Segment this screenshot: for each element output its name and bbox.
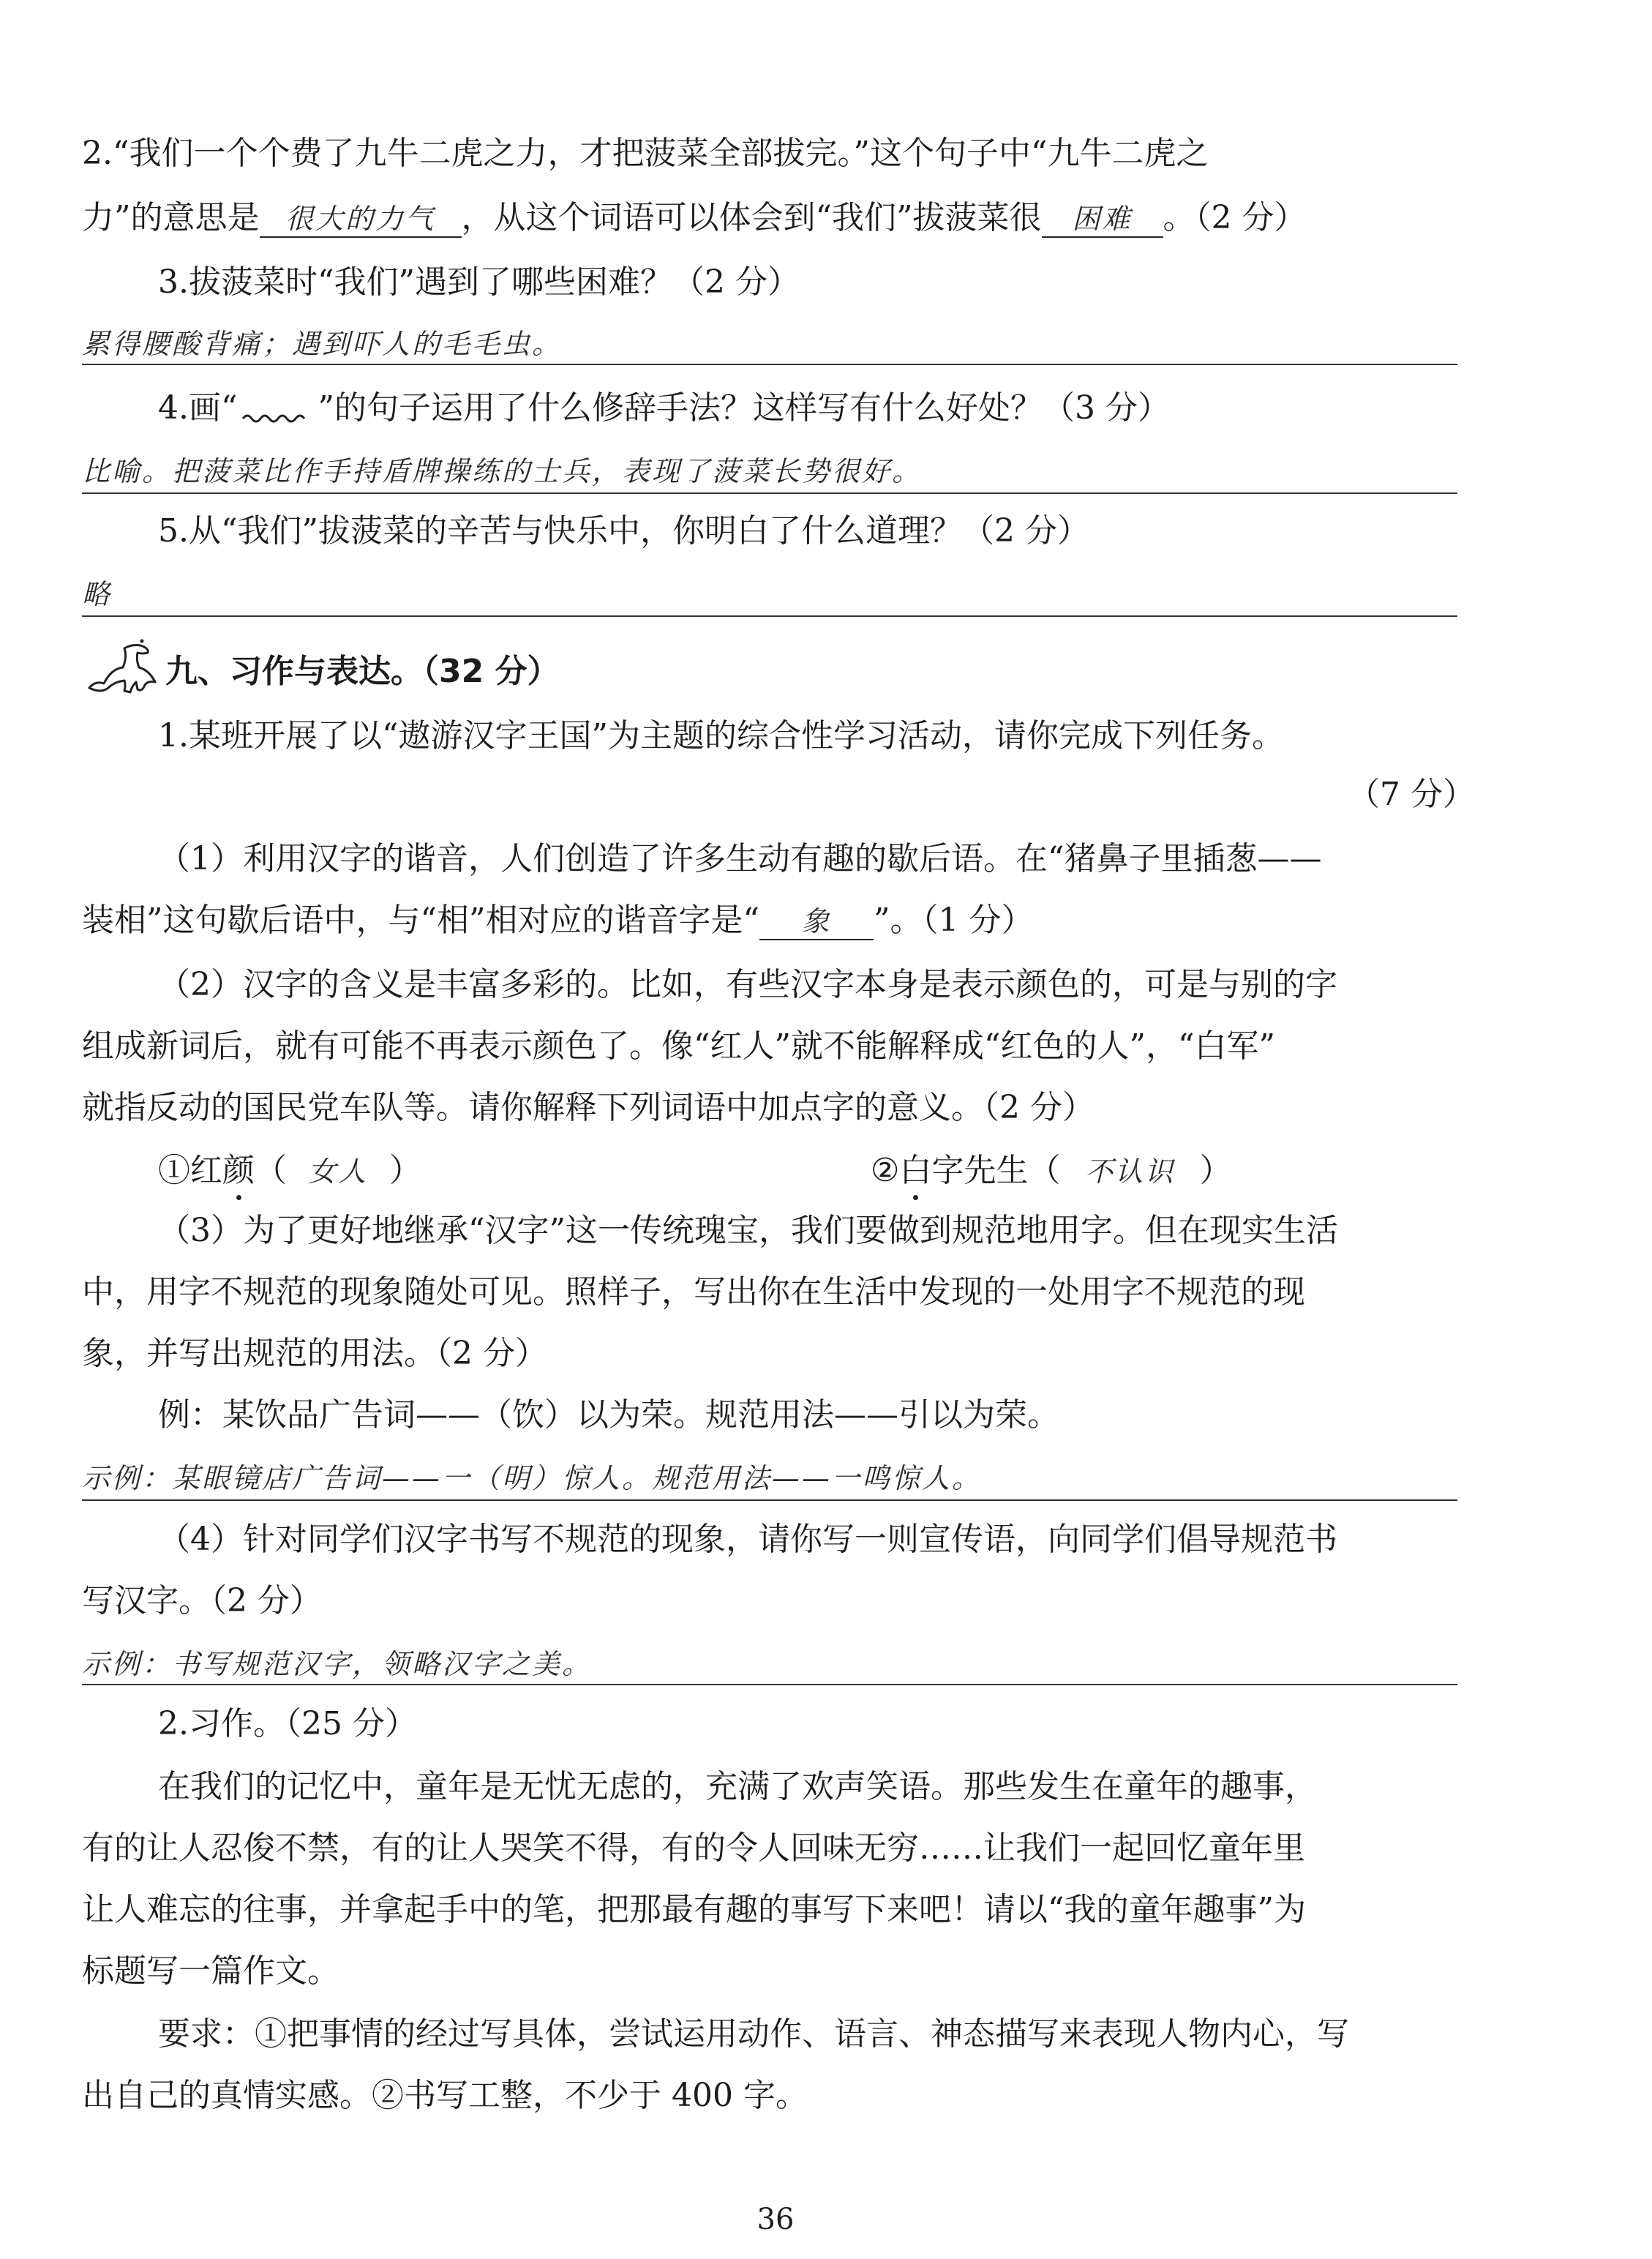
task2-req-line2: 出自己的真情实感。②书写工整，不少于 400 字。 — [82, 2077, 808, 2114]
task1-p2-line3: 就指反动的国民党车队等。请你解释下列词语中加点字的意义。（2 分） — [82, 1089, 1095, 1126]
q2-line2-post: 。（2 分） — [1163, 199, 1307, 236]
item2-dotted-char: 白 — [899, 1149, 931, 1193]
task1-line1: 1.某班开展了以“遨游汉字王国”为主题的综合性学习活动，请你完成下列任务。 — [158, 717, 1284, 754]
q2-answer-feel: 困难 — [1042, 201, 1163, 238]
q4-answer: 比喻。把菠菜比作手持盾牌操练的士兵，表现了菠菜长势很好。 — [82, 455, 923, 487]
q5-answer: 略 — [82, 578, 113, 610]
task1-score: （7 分） — [1348, 776, 1475, 813]
item1-pre: ①红 — [158, 1152, 222, 1189]
q2-line1: 2.“我们一个个费了九牛二虎之力，才把菠菜全部拔完。”这个句子中“九牛二虎之 — [82, 135, 1209, 172]
task2-para1-line1: 在我们的记忆中，童年是无忧无虑的，充满了欢声笑语。那些发生在童年的趣事， — [158, 1768, 1317, 1805]
q2-line2 — [82, 196, 1306, 240]
item1-answer: 女人 — [307, 1155, 368, 1188]
item2-answer: 不认识 — [1084, 1155, 1175, 1188]
task1-p2-line2: 组成新词后，就有可能不再表示颜色了。像“红人”就不能解释成“红色的人”，“白军” — [82, 1027, 1275, 1065]
q3-question: 3.拔菠菜时“我们”遇到了哪些困难？（2 分） — [158, 263, 800, 301]
task2-para1-line2: 有的让人忍俊不禁，有的让人哭笑不得，有的令人回味无穷……让我们一起回忆童年里 — [82, 1829, 1305, 1867]
dinosaur-icon — [82, 631, 162, 698]
item1-open: （ — [255, 1152, 287, 1189]
task1-p4-answer-line — [82, 1684, 1457, 1685]
task2-para1-line4: 标题写一篇作文。 — [82, 1952, 339, 1990]
task2-title: 2.习作。（25 分） — [158, 1705, 417, 1742]
task1-p1-line1: （1）利用汉字的谐音，人们创造了许多生动有趣的歇后语。在“猪鼻子里插葱—— — [158, 840, 1322, 877]
task1-p4-line2: 写汉字。（2 分） — [82, 1582, 322, 1619]
task1-p2-line1: （2）汉字的含义是丰富多彩的。比如，有些汉字本身是表示颜色的，可是与别的字 — [158, 966, 1337, 1003]
item2-rest: 字先生（ — [931, 1152, 1061, 1189]
task1-p2-item2 — [871, 1149, 1231, 1193]
task1-p4-line1: （4）针对同学们汉字书写不规范的现象，请你写一则宣传语，向同学们倡导规范书 — [158, 1521, 1337, 1558]
task1-p3-line2: 中，用字不规范的现象随处可见。照样子，写出你在生活中发现的一处用字不规范的现 — [82, 1273, 1305, 1311]
item2-close: ） — [1199, 1152, 1232, 1189]
q2-line2-mid: ，从这个词语可以体会到“我们”拔菠菜很 — [461, 199, 1042, 236]
q3-answer-line — [82, 364, 1457, 365]
q4-answer-line — [82, 492, 1457, 494]
task1-p2-item1 — [158, 1149, 421, 1193]
q2-line2-pre: 力”的意思是 — [82, 199, 260, 236]
task1-p1-answer: 象 — [759, 904, 874, 940]
task1-p1-post: ”。（1 分） — [873, 902, 1034, 939]
item1-dotted-char: 颜 — [222, 1149, 255, 1193]
task1-p3-answer: 示例：某眼镜店广告词——一（明）惊人。规范用法——一鸣惊人。 — [82, 1462, 983, 1494]
q2-answer-meaning: 很大的力气 — [260, 201, 462, 238]
q3-answer: 累得腰酸背痛；遇到吓人的毛毛虫。 — [82, 328, 563, 360]
task1-p1-line2 — [82, 899, 1033, 943]
wavy-underline-icon — [237, 397, 318, 426]
page-number: 36 — [756, 2203, 795, 2236]
q4-pre: 4.画“ — [158, 389, 238, 427]
section9-title: 九、习作与表达。（32 分） — [165, 653, 560, 690]
q4-question — [158, 386, 1170, 430]
task1-p3-answer-line — [82, 1499, 1457, 1501]
task1-p1-pre: 装相”这句歇后语中，与“相”相对应的谐音字是“ — [82, 902, 759, 939]
task2-req-line1: 要求：①把事情的经过写具体，尝试运用动作、语言、神态描写来表现人物内心，写 — [158, 2015, 1349, 2053]
q4-post: ”的句子运用了什么修辞手法？这样写有什么好处？（3 分） — [318, 389, 1170, 427]
task1-p4-answer: 示例：书写规范汉字，领略汉字之美。 — [82, 1648, 593, 1680]
task1-p3-line1: （3）为了更好地继承“汉字”这一传统瑰宝，我们要做到规范地用字。但在现实生活 — [158, 1212, 1338, 1249]
item2-pre: ② — [871, 1152, 900, 1189]
item1-close: ） — [389, 1152, 421, 1189]
q5-question: 5.从“我们”拔菠菜的辛苦与快乐中，你明白了什么道理？（2 分） — [158, 512, 1089, 550]
task1-p3-example: 例：某饮品广告词——（饮）以为荣。规范用法——引以为荣。 — [158, 1396, 1059, 1434]
task2-para1-line3: 让人难忘的往事，并拿起手中的笔，把那最有趣的事写下来吧！请以“我的童年趣事”为 — [82, 1891, 1306, 1928]
q5-answer-line — [82, 615, 1457, 617]
task1-p3-line3: 象，并写出规范的用法。（2 分） — [82, 1335, 547, 1372]
